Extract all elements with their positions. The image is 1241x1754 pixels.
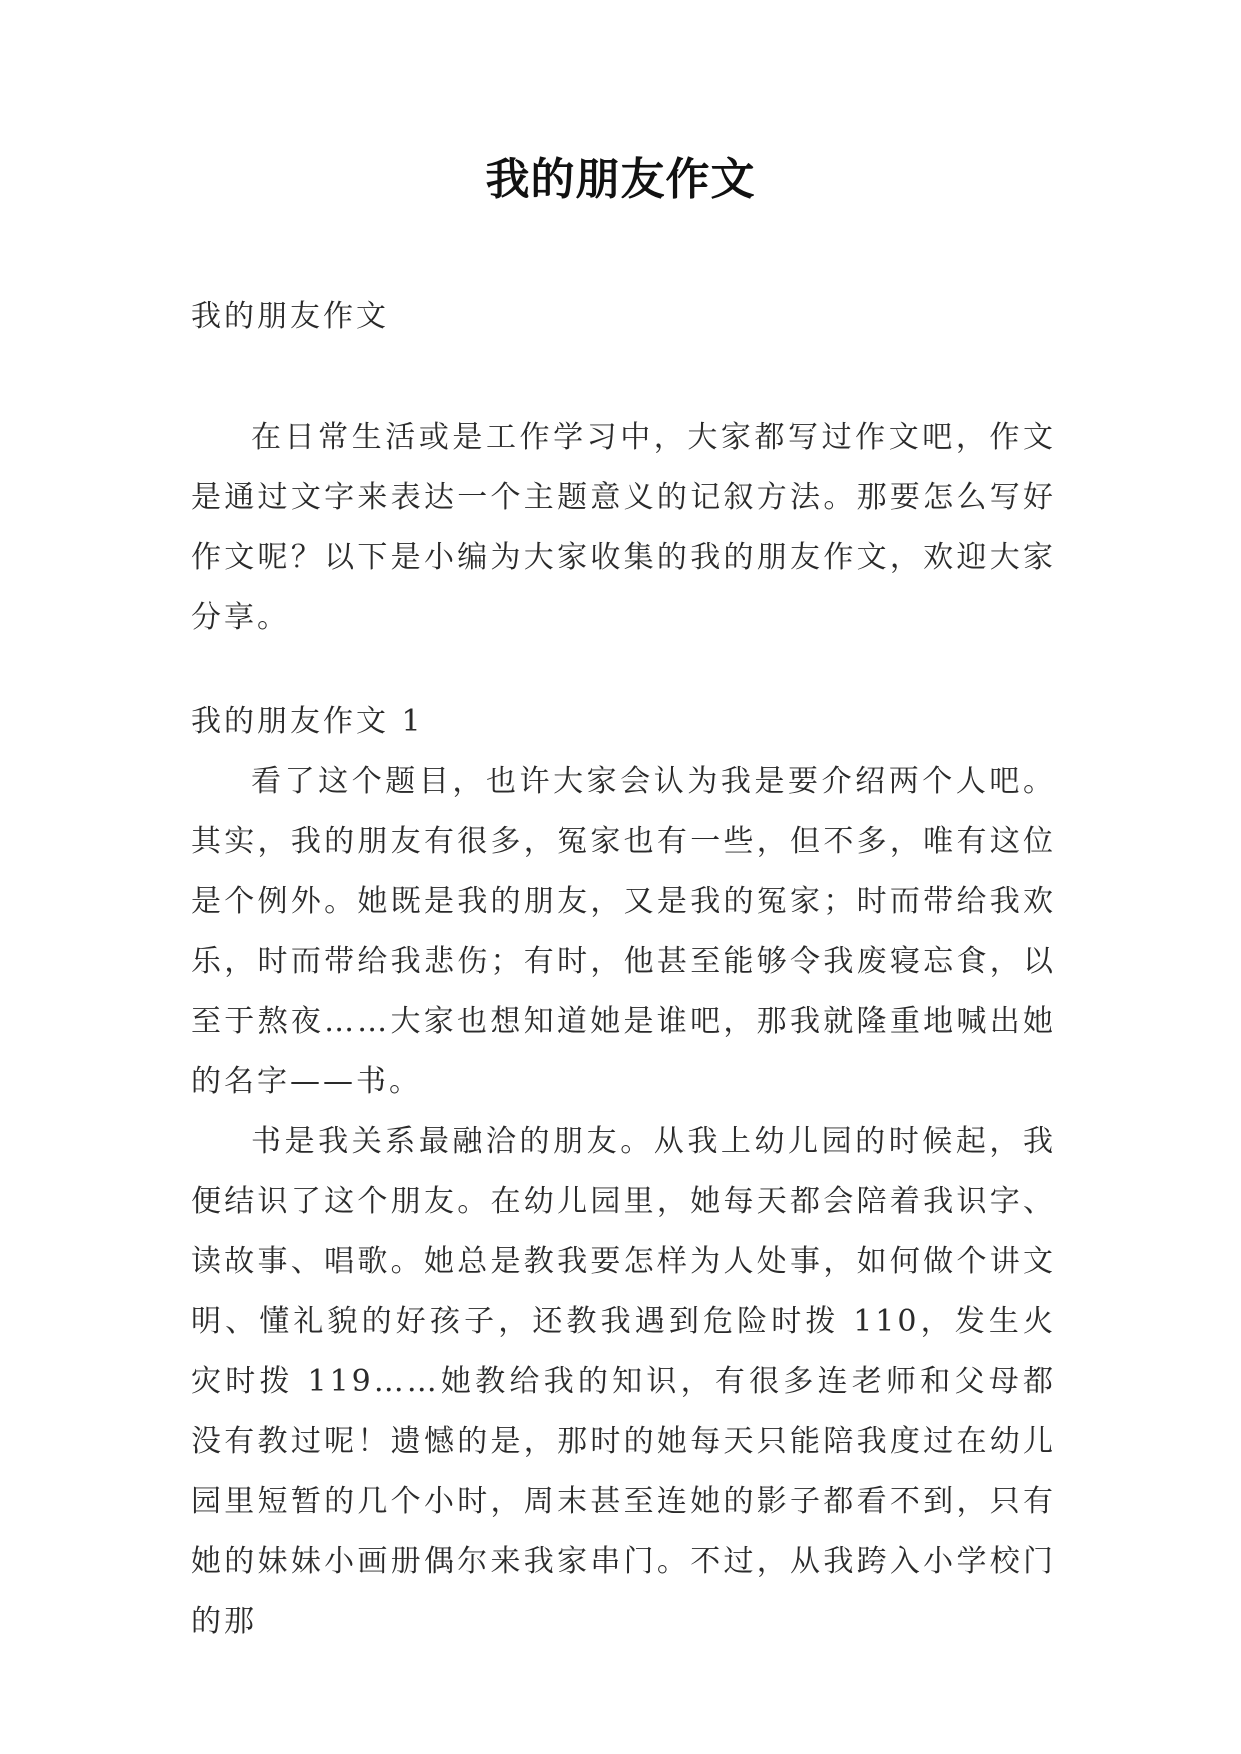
body-paragraph-1: 看了这个题目，也许大家会认为我是要介绍两个人吧。其实，我的朋友有很多，冤家也有一些，但不多，唯有这位是个例外。她既是我的朋友，又是我的冤家；时而带给我欢乐，时而带给我悲伤；有时，他甚至能够令我废寝忘食，以至于熬夜……大家也想知道她是谁吧，那我就隆重地喊出她的名字——书。	[191, 764, 1056, 1099]
section-body	[191, 752, 1056, 1652]
document-title: 我的朋友作文	[485, 154, 756, 205]
body-paragraph-2: 书是我关系最融洽的朋友。从我上幼儿园的时候起，我便结识了这个朋友。在幼儿园里，她每天都会陪着我识字、读故事、唱歌。她总是教我要怎样为人处事，如何做个讲文明、懂礼貌的好孩子，还教我遇到危险时拨 110，发生火灾时拨 119……她教给我的知识，有很多连老师和父母都没有教过呢！遗憾的是，那时的她每天只能陪我度过在幼儿园里短暂的几个小时，周末甚至连她的影子都看不到，只有她的妹妹小画册偶尔来我家串门。不过，从我跨入小学校门的那	[191, 1124, 1056, 1639]
section-heading: 我的朋友作文 1	[191, 704, 424, 739]
document-subtitle: 我的朋友作文	[191, 299, 389, 334]
intro-paragraph: 在日常生活或是工作学习中，大家都写过作文吧，作文是通过文字来表达一个主题意义的记叙方法。那要怎么写好作文呢？以下是小编为大家收集的我的朋友作文，欢迎大家分享。	[191, 420, 1056, 635]
